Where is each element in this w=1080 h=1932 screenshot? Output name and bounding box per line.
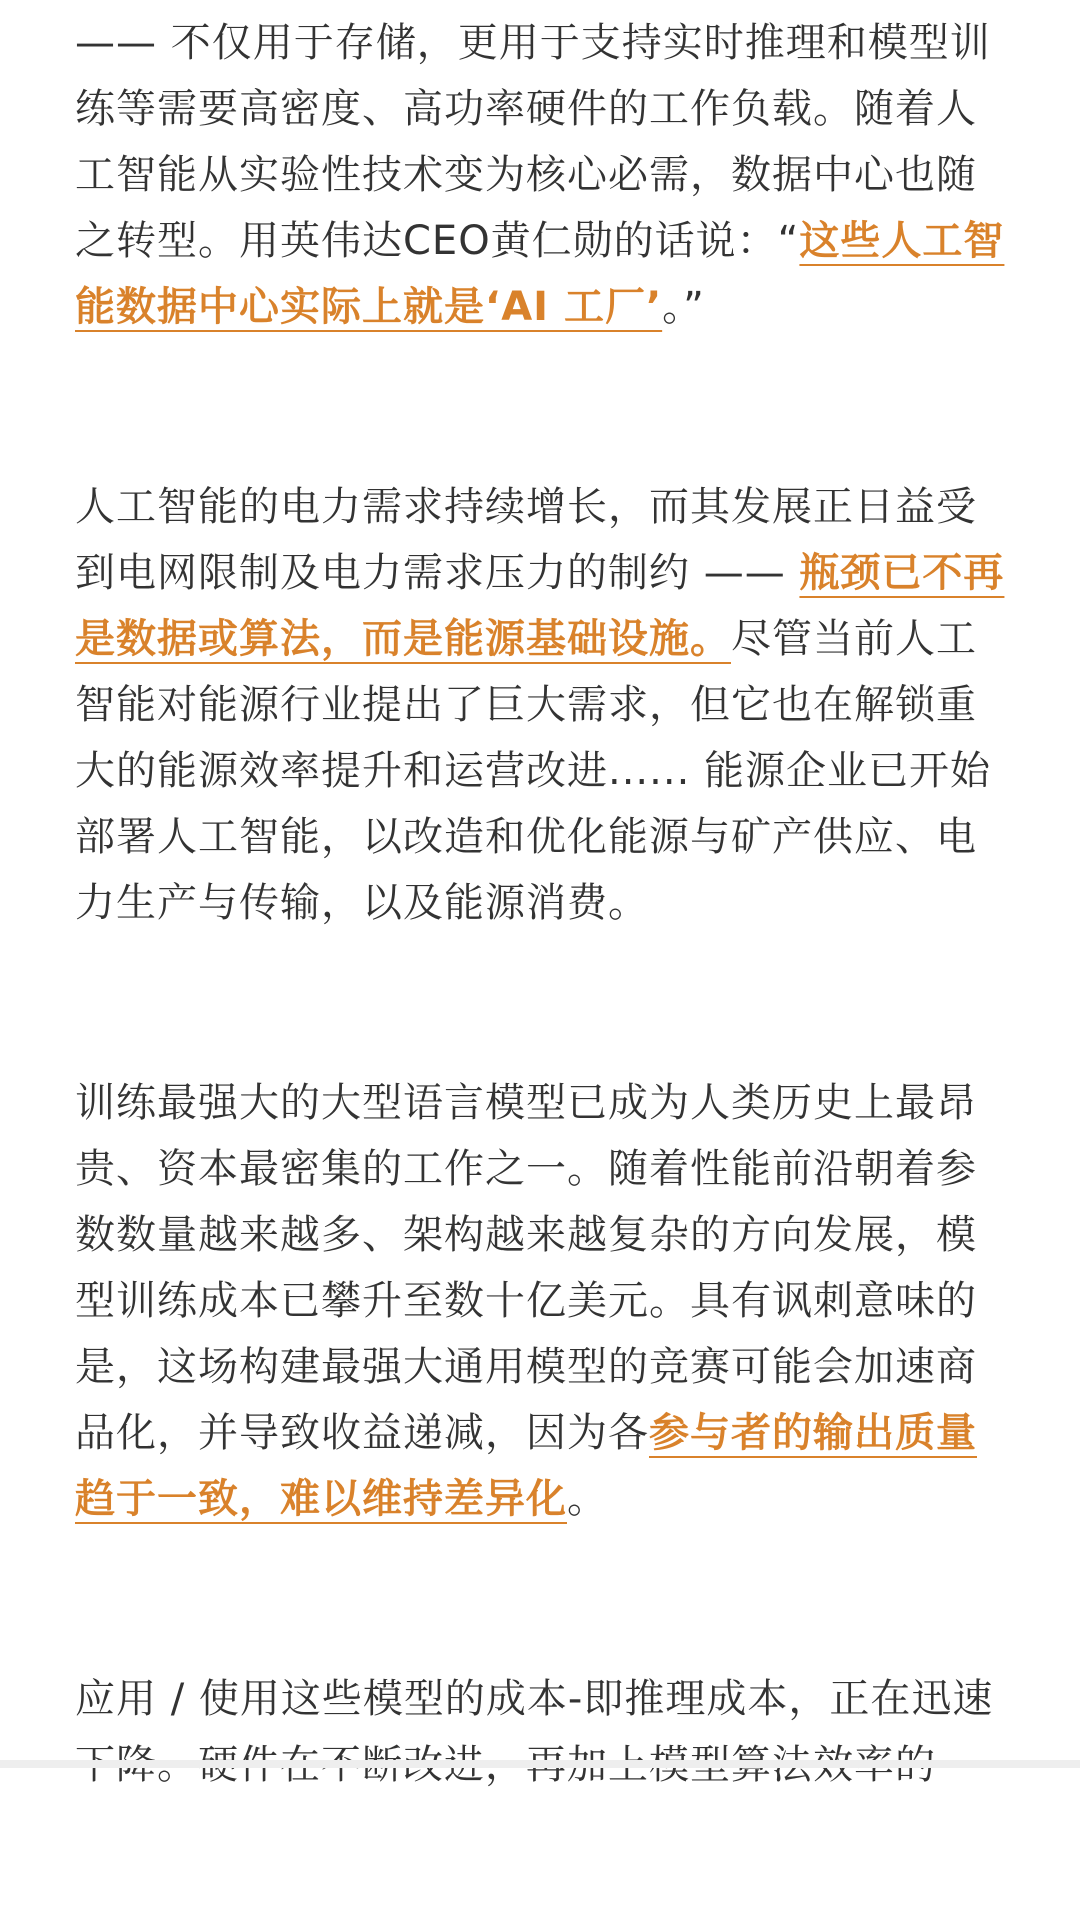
page-bottom-divider (0, 1760, 1080, 1768)
article-body (75, 10, 1015, 1932)
paragraph-text: 人工智能的电力需求持续增长，而其发展正日益受到电网限制及电力需求压力的制约 —— (75, 484, 977, 596)
paragraph-text: 应用 / 使用这些模型的成本-即推理成本，正在迅速 (75, 1676, 994, 1722)
paragraph-ai-factory (75, 10, 1015, 340)
paragraph-inference-cost (75, 1666, 1015, 1798)
paragraph-text: —— 不仅用于存储，更用于支持实时推理和模型训练等需要高密度、高功率硬件的工作负载。随着人工智能从实验性技术变为核心必需，数据中心也随之转型。用英伟达CEO黄仁勋的话说：“ (75, 20, 991, 264)
paragraph-text: 。 (567, 1476, 608, 1522)
highlighted-quote: 这些人工智能数据中心实际上就是‘AI 工厂’ (75, 218, 1005, 330)
paragraph-energy-demand (75, 474, 1015, 936)
highlighted-text: 瓶颈已不再是数据或算法，而是能源基础设施。 (75, 550, 1005, 662)
paragraph-text: 。” (662, 284, 705, 330)
paragraph-text: 训练最强大的大型语言模型已成为人类历史上最昂贵、资本最密集的工作之一。随着性能前沿朝着参数数量越来越多、架构越来越复杂的方向发展，模型训练成本已攀升至数十亿美元。具有讽刺意味的是，这场构建最强大通用模型的竞赛可能会加速商品化，并导致收益递减，因为各 (75, 1080, 977, 1456)
paragraph-text: 尽管当前人工智能对能源行业提出了巨大需求，但它也在解锁重大的能源效率提升和运营改进...... 能源企业已开始部署人工智能，以改造和优化能源与矿产供应、电力生产与传输，以及能源消费。 (75, 616, 992, 926)
highlighted-text: 参与者的输出质量趋于一致，难以维持差异化 (75, 1410, 977, 1522)
paragraph-training-cost (75, 1070, 1015, 1532)
